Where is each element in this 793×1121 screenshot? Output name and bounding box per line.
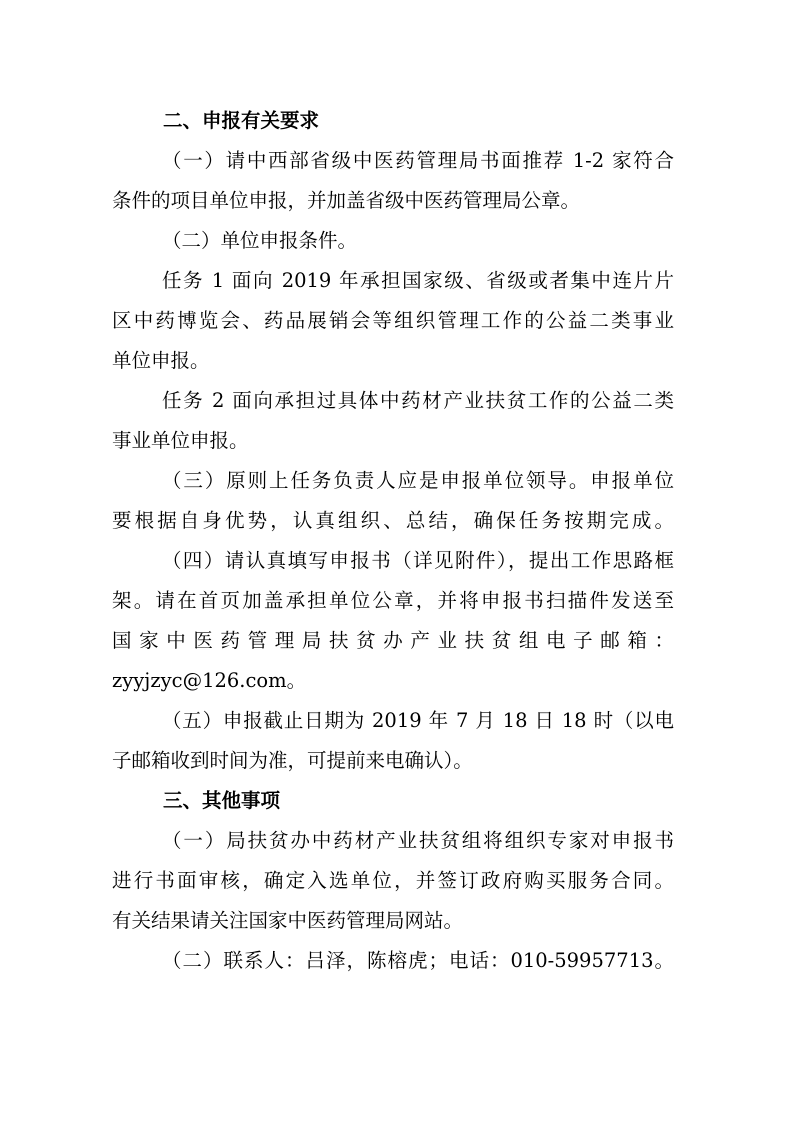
requirement-4-line-3: 国家中医药管理局扶贫办产业扶贫组电子邮箱： (112, 629, 674, 652)
other-1-line-2: 进行书面审核，确定入选单位，并签订政府购买服务合同。 (112, 869, 674, 892)
requirement-3-line-2: 要根据自身优势，认真组织、总结，确保任务按期完成。 (112, 509, 674, 532)
task-2-line-2: 事业单位申报。 (112, 429, 249, 452)
other-2-contact: （二）联系人：吕泽，陈榕虎；电话：010-59957713。 (162, 949, 674, 972)
requirement-4-line-1: （四）请认真填写申报书（详见附件），提出工作思路框 (162, 549, 674, 572)
requirement-2: （二）单位申报条件。 (162, 229, 358, 252)
heading-requirements: 二、申报有关要求 (163, 109, 320, 132)
requirement-1-line-1: （一）请中西部省级中医药管理局书面推荐 1-2 家符合 (162, 149, 674, 172)
contact-email: zyyjzyc@126.com。 (112, 669, 307, 692)
requirement-3-line-1: （三）原则上任务负责人应是申报单位领导。申报单位 (162, 469, 674, 492)
requirement-4-line-2: 架。请在首页加盖承担单位公章，并将申报书扫描件发送至 (112, 589, 674, 612)
other-1-line-1: （一）局扶贫办中药材产业扶贫组将组织专家对申报书 (162, 829, 674, 852)
other-1-line-3: 有关结果请关注国家中医药管理局网站。 (112, 909, 464, 932)
task-2-line-1: 任务 2 面向承担过具体中药材产业扶贫工作的公益二类 (162, 389, 674, 412)
requirement-1-line-2: 条件的项目单位申报，并加盖省级中医药管理局公章。 (112, 189, 581, 212)
task-1-line-2: 区中药博览会、药品展销会等组织管理工作的公益二类事业 (112, 309, 674, 332)
heading-other-matters: 三、其他事项 (163, 789, 281, 812)
requirement-5-line-2: 子邮箱收到时间为准，可提前来电确认）。 (112, 749, 473, 772)
task-1-line-1: 任务 1 面向 2019 年承担国家级、省级或者集中连片片 (162, 269, 674, 292)
requirement-5-line-1: （五）申报截止日期为 2019 年 7 月 18 日 18 时（以电 (162, 709, 674, 732)
task-1-line-3: 单位申报。 (112, 349, 210, 372)
